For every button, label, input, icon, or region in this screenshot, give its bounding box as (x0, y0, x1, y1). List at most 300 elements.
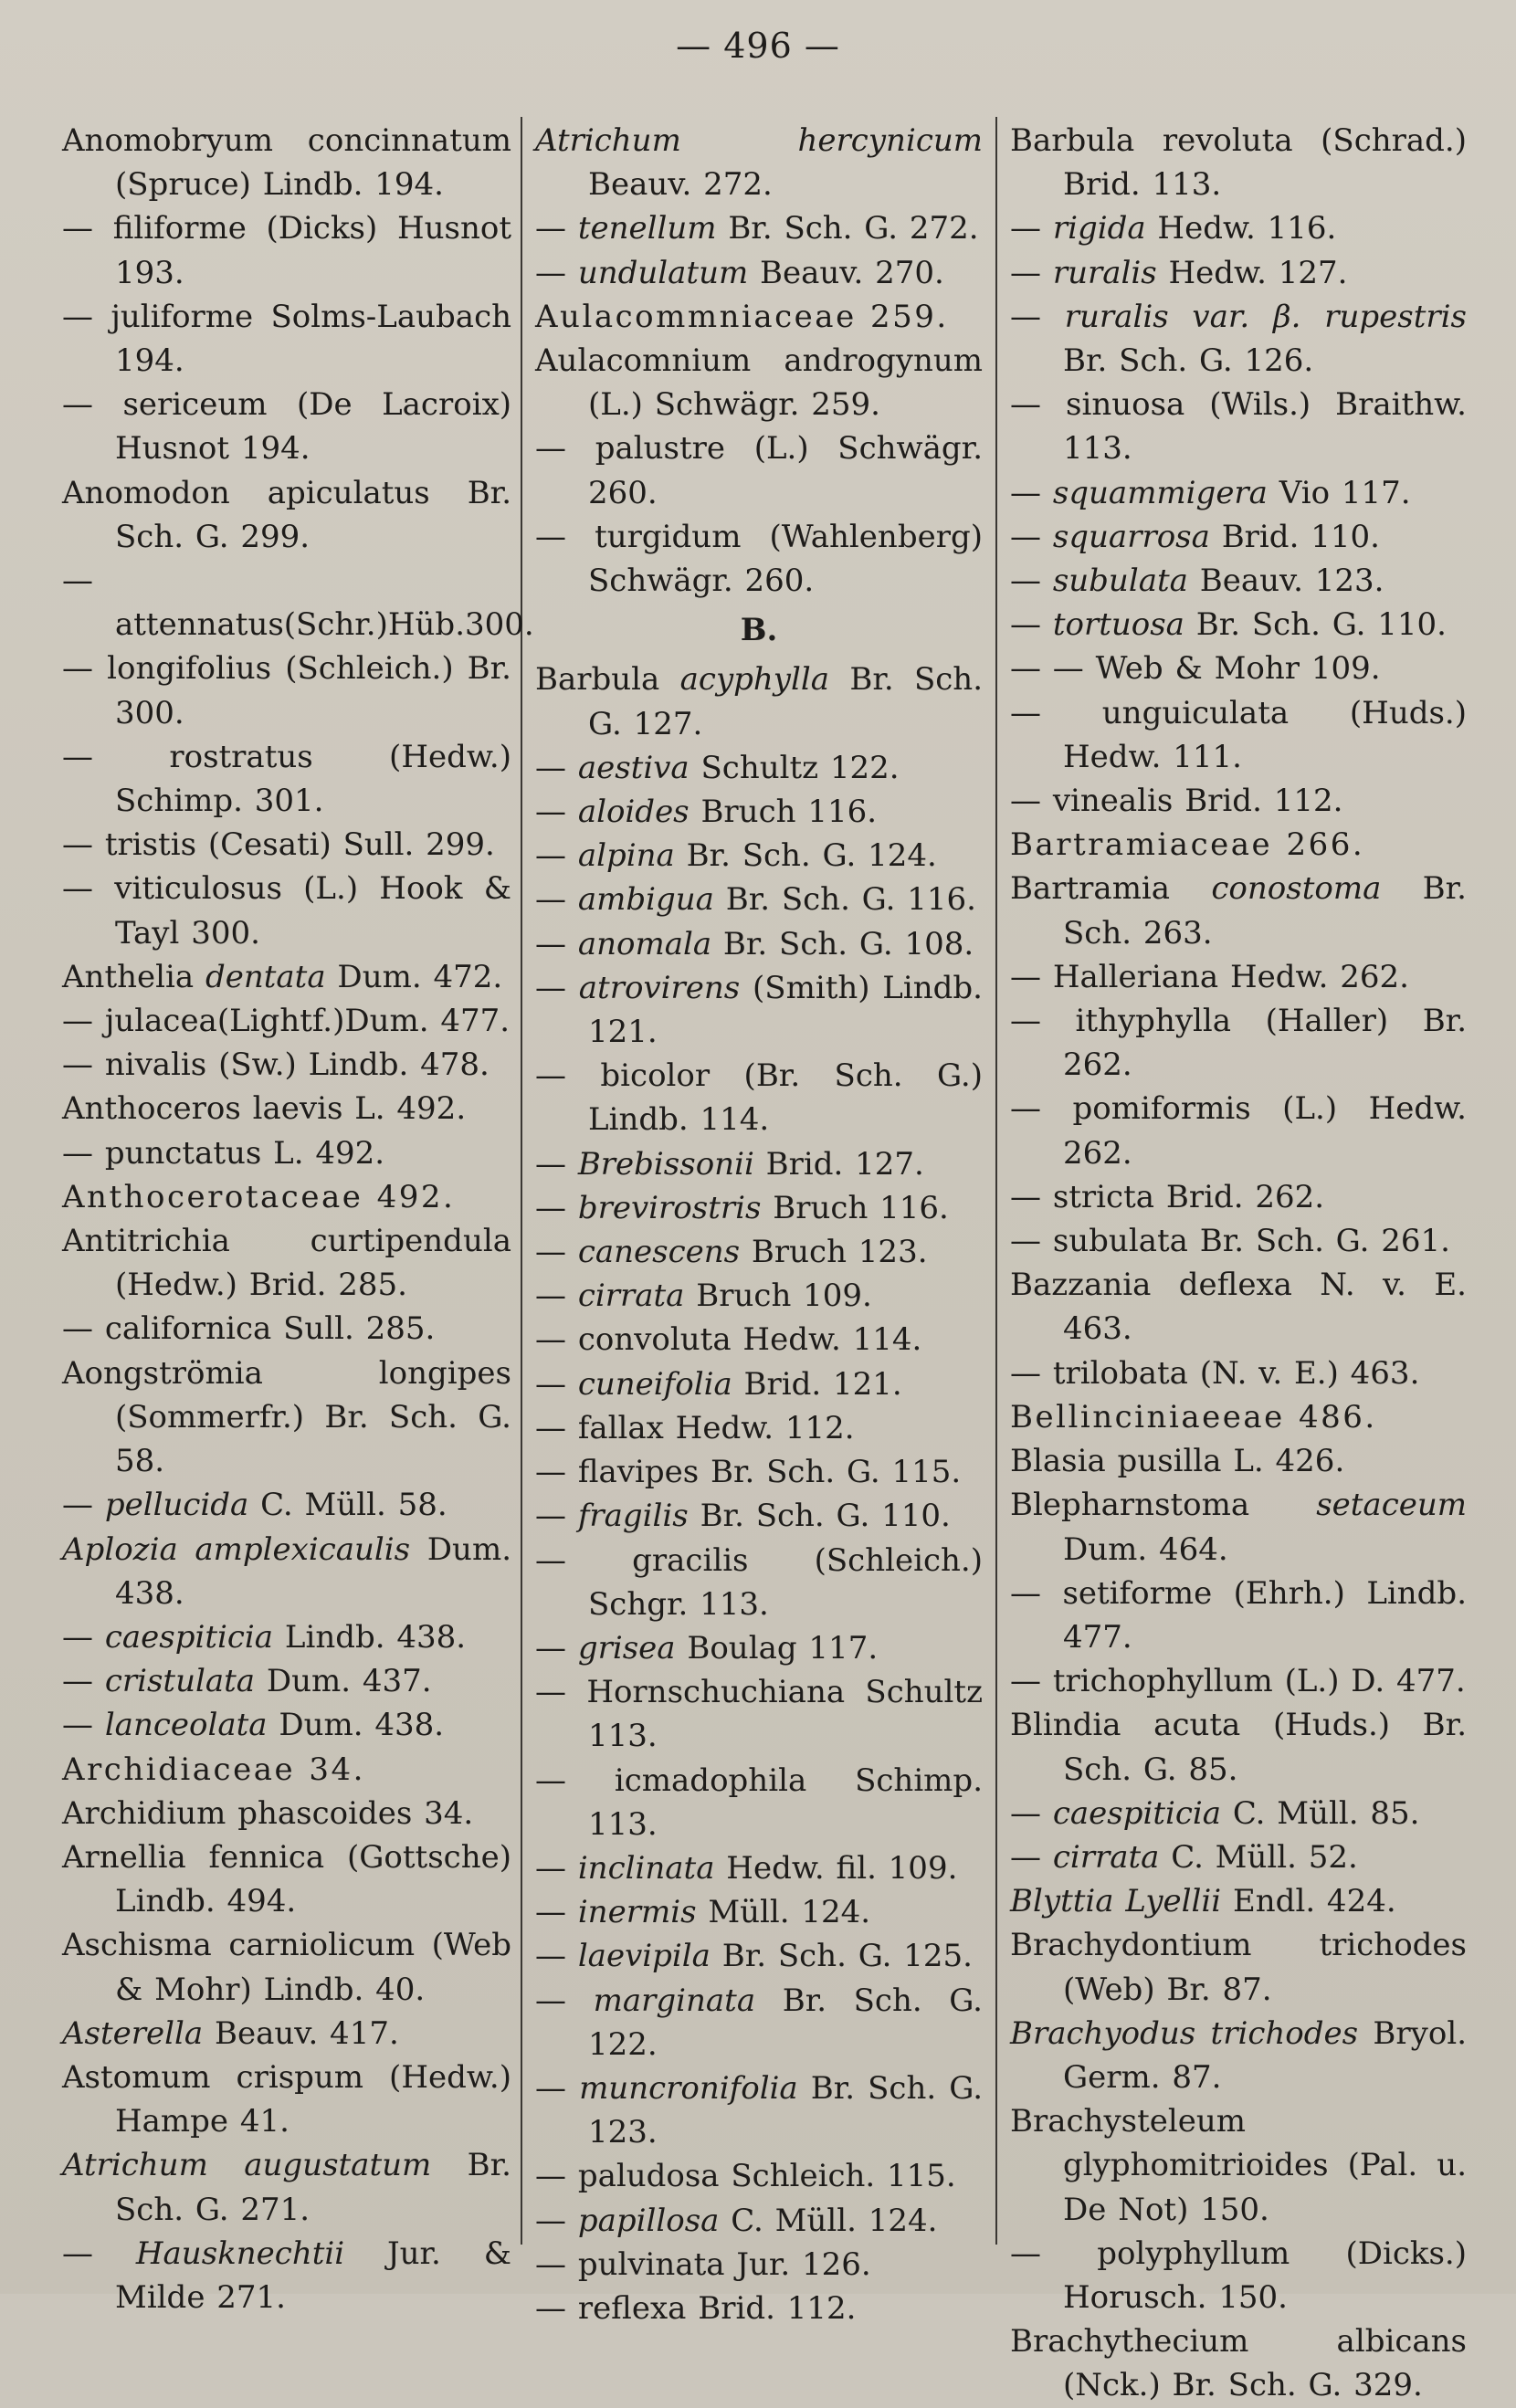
entry-reference: Schultz 122. (689, 749, 900, 786)
index-entry (1010, 471, 1467, 515)
index-entry (535, 426, 983, 514)
entry-taxon-name: palustre (595, 430, 725, 468)
entry-taxon-name: Antitrichia curtipendula (62, 1223, 511, 1260)
entry-prefix: Anthelia (62, 958, 205, 995)
entry-taxon-name: subulata (1052, 563, 1188, 600)
entry-prefix: — (535, 2289, 578, 2327)
entry-prefix: — (535, 881, 578, 919)
entry-taxon-name: marginata (593, 1982, 756, 2019)
entry-taxon-name: Atrichum augustatum (62, 2147, 432, 2184)
entry-prefix: — (1010, 386, 1066, 424)
entry-reference: Brid. 112. (1173, 783, 1343, 820)
entry-prefix: — (535, 1454, 578, 1491)
entry-taxon-name: Anomodon apiculatus (62, 474, 430, 511)
entry-prefix: — (535, 2158, 578, 2195)
entry-taxon-name: icmadophila (614, 1761, 807, 1799)
index-entry (62, 383, 511, 470)
index-entry (1010, 251, 1467, 295)
entry-reference: Bruch 123. (740, 1234, 928, 1271)
entry-prefix: — (1010, 1223, 1053, 1260)
entry-prefix: — (535, 430, 595, 468)
entry-taxon-name: canescens (577, 1234, 741, 1271)
index-entry (62, 823, 511, 867)
index-entry (535, 746, 983, 790)
entry-taxon-name: Archidium phascoides (62, 1794, 413, 1832)
index-entry (535, 1846, 983, 1890)
index-entry (1010, 1483, 1467, 1571)
entry-prefix: — (1010, 1663, 1053, 1700)
entry-reference: (Ehrh.) Lindb. 477. (1063, 1574, 1468, 1656)
index-entry (62, 206, 511, 294)
entry-reference: (De Lacroix) Husnot 194. (115, 386, 512, 468)
index-entry (535, 1934, 983, 1978)
entry-taxon-name: acyphylla (679, 661, 830, 699)
entry-reference: Br. Sch. 263. (1063, 870, 1467, 952)
entry-reference: Beauv. 272. (588, 166, 773, 204)
entry-taxon-name: lanceolata (104, 1707, 268, 1744)
entry-reference: C. Müll. 58. (248, 1487, 447, 1524)
index-entry-family: Bartramiaceae 266. (1010, 826, 1365, 864)
index-entry (1010, 955, 1467, 999)
entry-reference: (Schleich.) Br. 300. (115, 650, 511, 731)
entry-reference: Beauv. 270. (748, 254, 944, 291)
entry-taxon-name: Hornschuchiana (586, 1674, 846, 1711)
entry-prefix: — (535, 518, 595, 555)
index-entry (535, 2199, 983, 2243)
entry-reference: Dum. 464. (1063, 1530, 1228, 1568)
entry-reference: Endl. 424. (1221, 1883, 1396, 1920)
entry-taxon-name: tenellum (577, 210, 717, 247)
index-entry (62, 119, 511, 206)
index-entry (535, 790, 983, 834)
entry-taxon-name: bicolor (600, 1057, 711, 1095)
entry-taxon-name: reflexa (577, 2289, 687, 2327)
entry-prefix: Blepharnstoma (1010, 1487, 1317, 1524)
entry-taxon-name: alpina (577, 837, 675, 875)
entry-taxon-name: Arnellia fennica (62, 1838, 325, 1876)
index-entry (535, 206, 983, 250)
entry-taxon-name: pomiformis (1072, 1090, 1251, 1128)
entry-prefix: — (62, 1310, 105, 1348)
index-entry (1010, 2319, 1467, 2407)
index-entry (535, 878, 983, 921)
entry-reference: Lindb. 438. (273, 1618, 467, 1656)
entry-reference: Hedw. fil. 109. (714, 1849, 958, 1887)
entry-reference: (Wils.) Braithw. 113. (1063, 386, 1467, 468)
entry-reference: Br. Sch. G. 299. (115, 474, 512, 555)
entry-reference: Dum. 437. (255, 1663, 432, 1700)
entry-prefix: — (1010, 1574, 1063, 1612)
index-entry (1010, 1879, 1467, 1923)
entry-reference: Hedw. 114. (731, 1321, 922, 1359)
entry-prefix: — (535, 1761, 615, 1799)
entry-taxon-name: convoluta (577, 1321, 732, 1359)
entry-taxon-name: sinuosa (1066, 386, 1185, 424)
entry-prefix: — (535, 794, 578, 831)
entry-reference: (Hedw.) Brid. 285. (115, 1267, 407, 1304)
entry-taxon-name: Atrichum hercynicum (535, 122, 983, 159)
index-entry (1010, 2012, 1467, 2099)
entry-reference: Hedw. 112. (663, 1409, 855, 1446)
index-entry (1010, 647, 1467, 690)
entry-reference: Beauv. 123. (1187, 563, 1384, 600)
entry-prefix: — (535, 1234, 578, 1271)
entry-taxon-name: julacea (104, 1003, 217, 1040)
index-entry (535, 1142, 983, 1186)
entry-taxon-name: Brachysteleum glyphomitrioides (1010, 2103, 1329, 2184)
index-entry (535, 1890, 983, 1934)
entry-reference: (Hedw.) Hampe 41. (115, 2058, 511, 2140)
entry-reference: Bruch 116. (689, 794, 878, 831)
entry-reference: Jur. & Milde 271. (115, 2234, 512, 2316)
entry-reference: Schimp. 113. (588, 1761, 983, 1843)
entry-prefix: — (1010, 1838, 1053, 1876)
index-entry (62, 1615, 511, 1659)
index-entry (62, 955, 511, 999)
entry-taxon-name: grisea (577, 1629, 676, 1667)
entry-reference: Brid. 121. (732, 1365, 902, 1403)
entry-prefix: — (62, 1707, 105, 1744)
index-entry (1010, 559, 1467, 603)
index-entry (1010, 1659, 1467, 1703)
entry-taxon-name: cirrata (577, 1278, 685, 1315)
index-entry (1010, 1923, 1467, 2011)
entry-taxon-name: dentata (205, 958, 326, 995)
entry-taxon-name: Astomum crispum (62, 2058, 364, 2096)
entry-taxon-name: Brachythecium albicans (1010, 2323, 1467, 2361)
entry-reference: (Smith) Lindb. 121. (588, 969, 983, 1051)
index-column-2 (535, 119, 983, 2330)
entry-prefix: — (1010, 563, 1053, 600)
entry-reference: Hedw. 262. (1218, 958, 1409, 995)
entry-taxon-name: Asterella (62, 2014, 204, 2052)
entry-reference: (L.) Hook & Tayl 300. (115, 870, 511, 952)
index-entry (1010, 295, 1467, 383)
entry-taxon-name: unguiculata (1101, 694, 1290, 731)
entry-taxon-name: gracilis (632, 1541, 749, 1579)
index-entry (62, 1923, 511, 2011)
entry-taxon-name: Brachydontium trichodes (1010, 1927, 1467, 1964)
index-entry (535, 1362, 983, 1406)
index-entry (1010, 1792, 1467, 1835)
index-entry (535, 834, 983, 878)
entry-taxon-name: nivalis (104, 1046, 207, 1084)
entry-reference: Boulag 117. (675, 1629, 879, 1667)
index-entry (62, 1307, 511, 1351)
entry-taxon-name: turgidum (595, 518, 742, 555)
entry-reference: (Br. Sch. G.) Lindb. 114. (588, 1057, 983, 1139)
entry-taxon-name: cuneifolia (577, 1365, 732, 1403)
entry-reference: Brid. 112. (686, 2289, 857, 2327)
index-entry (535, 1539, 983, 1626)
entry-prefix: — (1010, 783, 1053, 820)
entry-taxon-name: Blasia pusilla (1010, 1443, 1222, 1480)
entry-prefix: — (62, 2234, 136, 2272)
entry-reference: N. v. E. 463. (1063, 1267, 1467, 1348)
entry-reference: 34. (412, 1794, 474, 1832)
entry-prefix: — (535, 1145, 578, 1183)
entry-taxon-name: polyphyllum (1097, 2234, 1290, 2272)
entry-prefix: — (1010, 1794, 1053, 1832)
entry-reference: (N. v. E.) 463. (1187, 1354, 1420, 1392)
entry-prefix: — (535, 1674, 587, 1711)
entry-prefix: — (535, 1365, 578, 1403)
entry-reference: Brid. 110. (1209, 518, 1380, 555)
entry-prefix: — — (1010, 650, 1096, 688)
entry-reference: Sull. 285. (271, 1310, 436, 1348)
entry-reference: Beauv. 417. (203, 2014, 399, 2052)
entry-reference: Br. Sch. G. 116. (713, 881, 976, 919)
entry-prefix: — (62, 1618, 105, 1656)
index-entry (62, 559, 534, 647)
entry-reference: (Nck.) Br. Sch. G. 329. (1063, 2367, 1423, 2404)
entry-prefix: — (535, 749, 578, 786)
entry-prefix: — (62, 563, 93, 600)
entry-prefix: — (1010, 958, 1053, 995)
entry-taxon-name: cirrata (1052, 1838, 1160, 1876)
index-entry (62, 1131, 511, 1175)
index-entry (1010, 1175, 1467, 1219)
entry-prefix: — (535, 2202, 578, 2239)
index-entry (535, 339, 983, 426)
index-entry (1010, 383, 1467, 470)
index-entry (535, 966, 983, 1054)
index-entry (1010, 1351, 1467, 1395)
entry-taxon-name: atrovirens (578, 969, 741, 1006)
page-number: — 496 — (676, 26, 840, 66)
entry-prefix: — (62, 210, 113, 247)
index-entry (62, 2012, 511, 2056)
section-heading: B. (740, 612, 778, 649)
entry-taxon-name: papillosa (577, 2202, 720, 2239)
entry-taxon-name: Barbula revoluta (1010, 122, 1293, 159)
index-entry (535, 2287, 983, 2330)
index-entry (62, 1043, 511, 1087)
entry-taxon-name: Web & Mohr (1095, 650, 1300, 688)
entry-taxon-name: trilobata (1052, 1354, 1188, 1392)
index-entry (1010, 2099, 1467, 2232)
index-entry (62, 295, 511, 383)
entry-taxon-name: tortuosa (1052, 606, 1184, 644)
index-entry (535, 1230, 983, 1274)
entry-prefix: — (1010, 474, 1053, 511)
entry-taxon-name: fallax (577, 1409, 664, 1446)
entry-reference: Br. Sch. G. 110. (1184, 606, 1447, 644)
entry-taxon-name: setiforme (1062, 1574, 1213, 1612)
index-entry (535, 1759, 983, 1846)
entry-taxon-name: Aschisma carniolicum (62, 1927, 416, 1964)
index-entry (62, 1351, 511, 1484)
index-entry-family: Archidiaceae 34. (62, 1751, 365, 1788)
entry-prefix: — (535, 1541, 633, 1579)
index-entry (535, 1626, 983, 1670)
entry-prefix: — (1010, 1178, 1053, 1215)
entry-taxon-name: anomala (577, 925, 712, 962)
entry-taxon-name: undulatum (577, 254, 749, 291)
index-entry (62, 1703, 511, 1747)
entry-taxon-name: attennatus (115, 606, 284, 644)
entry-reference: (Cesati) Sull. 299. (196, 826, 495, 864)
entry-reference: (Huds.) Br. Sch. G. 85. (1063, 1707, 1467, 1788)
entry-taxon-name: conostoma (1211, 870, 1382, 908)
entry-prefix: — (62, 650, 108, 688)
entry-taxon-name: pulvinata (577, 2245, 725, 2283)
entry-reference: 109. (1300, 650, 1381, 688)
entry-reference: (Haller) Br. 262. (1063, 1003, 1467, 1084)
index-entry (535, 2154, 983, 2198)
entry-reference: Dum. 438. (267, 1707, 445, 1744)
entry-reference: L. 492. (261, 1134, 385, 1172)
index-entry (535, 1450, 983, 1494)
entry-prefix: — (535, 1894, 578, 1931)
entry-prefix: — (535, 925, 578, 962)
entry-reference: (Spruce) Lindb. 194. (115, 166, 444, 204)
entry-reference: C. Müll. 85. (1221, 1794, 1420, 1832)
entry-reference: Bryol. Germ. 87. (1063, 2014, 1468, 2096)
index-entry-family: Bellinciniaeeae 486. (1010, 1398, 1377, 1435)
entry-prefix: — (62, 1487, 105, 1524)
entry-prefix: — (535, 1409, 578, 1446)
entry-reference: Br. Sch. G. 108. (711, 925, 974, 962)
entry-taxon-name: trichophyllum (1052, 1663, 1273, 1700)
entry-reference: Brid. 262. (1154, 1178, 1325, 1215)
entry-prefix: — (535, 1189, 578, 1226)
entry-reference: Müll. 124. (696, 1894, 871, 1931)
entry-reference: L. 492. (342, 1090, 467, 1128)
index-entry (1010, 691, 1467, 779)
index-entry (535, 1274, 983, 1318)
entry-prefix: Bartramia (1010, 870, 1212, 908)
entry-reference: Br. Sch. G. 271. (115, 2147, 511, 2228)
entry-reference: (Web & Mohr) Lindb. 40. (115, 1927, 511, 2008)
entry-reference: L. 426. (1221, 1443, 1345, 1480)
index-entry (535, 119, 983, 206)
entry-prefix: — (1010, 1090, 1073, 1128)
index-entry (1010, 206, 1467, 250)
entry-taxon-name: ithyphylla (1075, 1003, 1232, 1040)
entry-prefix: — (62, 1046, 105, 1084)
entry-taxon-name: tristis (104, 826, 197, 864)
column-divider (521, 117, 522, 2245)
entry-prefix: — (1010, 694, 1102, 731)
entry-taxon-name: Aplozia amplexicaulis (62, 1530, 411, 1568)
index-entry (1010, 119, 1467, 206)
entry-reference: C. Müll. 52. (1159, 1838, 1358, 1876)
entry-taxon-name: Brachyodus trichodes (1010, 2014, 1359, 2052)
entry-prefix: — (62, 1003, 105, 1040)
entry-reference: Bruch 109. (684, 1278, 872, 1315)
entry-prefix: — (62, 870, 115, 908)
entry-taxon-name: paludosa (577, 2158, 720, 2195)
entry-taxon-name: inermis (577, 1894, 697, 1931)
entry-reference: (Lightf.)Dum. 477. (216, 1003, 511, 1040)
entry-taxon-name: californica (104, 1310, 272, 1348)
index-entry (62, 2232, 511, 2319)
index-entry (62, 867, 511, 954)
entry-prefix: — (1010, 298, 1065, 335)
index-entry (1010, 1263, 1467, 1351)
entry-prefix: — (62, 1663, 105, 1700)
index-entry (1010, 779, 1467, 823)
entry-reference: (Schr.)Hüb.300. (283, 606, 534, 644)
entry-reference: (Huds.) Hedw. 111. (1063, 694, 1468, 775)
entry-prefix: — (535, 1938, 578, 1975)
index-entry (535, 1494, 983, 1538)
entry-taxon-name: muncronifolia (579, 2069, 798, 2107)
entry-reference: (Sw.) Lindb. 478. (206, 1046, 490, 1084)
entry-prefix: Barbula (535, 661, 680, 699)
entry-taxon-name: filiforme (112, 210, 247, 247)
entry-taxon-name: punctatus (104, 1134, 262, 1172)
entry-reference: Schultz 113. (588, 1674, 984, 1755)
index-entry (535, 1054, 983, 1141)
index-entry (62, 1659, 511, 1703)
entry-taxon-name: sericeum (122, 386, 268, 424)
index-entry (1010, 1572, 1467, 1659)
entry-taxon-name: aloides (577, 794, 690, 831)
index-entry (1010, 867, 1467, 954)
index-entry (535, 515, 983, 603)
entry-reference: (L.) Schwägr. 260. (588, 430, 983, 511)
index-entry (535, 2066, 983, 2154)
index-entry (535, 2243, 983, 2287)
index-entry (62, 471, 511, 559)
entry-prefix: — (1010, 210, 1053, 247)
index-entry (535, 1406, 983, 1450)
entry-reference: (Pal. u. De Not) 150. (1063, 2147, 1467, 2228)
entry-taxon-name: subulata (1052, 1223, 1188, 1260)
entry-prefix: — (535, 1629, 578, 1667)
entry-prefix: — (62, 826, 105, 864)
entry-taxon-name: Hausknechtii (135, 2234, 345, 2272)
entry-reference: Br. Sch. G. 123. (588, 2069, 983, 2151)
entry-prefix: — (535, 210, 578, 247)
entry-reference: (Wahlenberg) Schwägr. 260. (588, 518, 983, 600)
entry-prefix: — (1010, 518, 1053, 555)
index-entry (1010, 999, 1467, 1087)
entry-prefix: — (535, 2069, 580, 2107)
entry-taxon-name: viticulosus (114, 870, 282, 908)
entry-taxon-name: caespiticia (1052, 1794, 1222, 1832)
entry-taxon-name: rigida (1052, 210, 1146, 247)
entry-taxon-name: rostratus (169, 738, 313, 775)
entry-reference: Hedw. 116. (1145, 210, 1337, 247)
entry-reference: (Dicks.) Horusch. 150. (1063, 2234, 1468, 2316)
index-entry (1010, 1703, 1467, 1791)
entry-taxon-name: longifolius (107, 650, 272, 688)
index-column-3 (1010, 119, 1467, 2408)
entry-reference: Br. Sch. G. 115. (699, 1454, 962, 1491)
entry-taxon-name: Halleriana (1052, 958, 1219, 995)
index-entry (62, 999, 511, 1043)
entry-prefix: — (535, 969, 579, 1006)
index-entry (1010, 1439, 1467, 1483)
entry-reference: (Schrad.) Brid. 113. (1063, 122, 1467, 204)
index-entry (1010, 1835, 1467, 1879)
entry-taxon-name: ruralis (1052, 254, 1157, 291)
index-entry-family: Aulacommniaceae 259. (535, 298, 949, 335)
index-entry (1010, 603, 1467, 647)
entry-prefix: — (535, 1498, 578, 1535)
entry-taxon-name: Bazzania deflexa (1010, 1267, 1292, 1304)
entry-reference: Schleich. 115. (719, 2158, 956, 2195)
entry-prefix: — (62, 1134, 105, 1172)
entry-reference: (L.) Hedw. 262. (1063, 1090, 1467, 1172)
entry-prefix: — (535, 2245, 578, 2283)
index-entry (62, 1835, 511, 1923)
entry-taxon-name: fragilis (577, 1498, 689, 1535)
entry-reference: (Schleich.) Schgr. 113. (588, 1541, 983, 1623)
